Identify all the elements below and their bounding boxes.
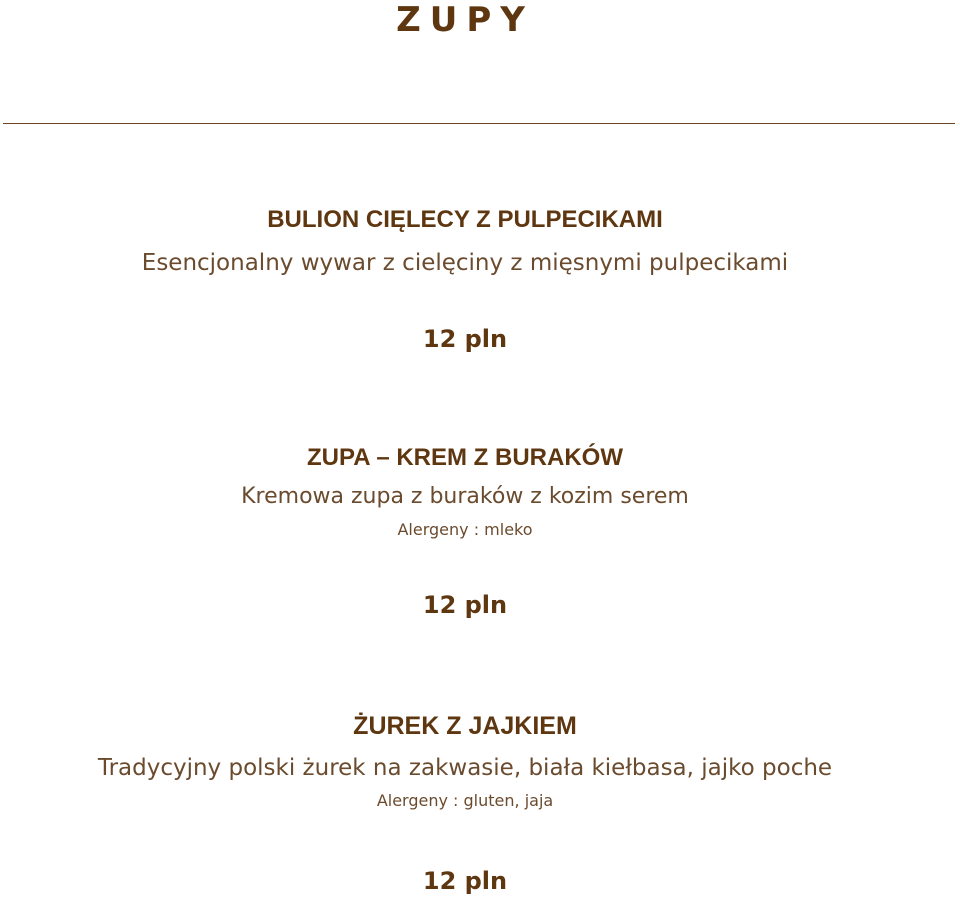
dish-price: 12 pln	[422, 867, 508, 895]
dish-name: ZUPA – KREM Z BURAKÓW	[307, 444, 623, 471]
dish-name: BULION CIĘLECY Z PULPECIKAMI	[267, 206, 663, 233]
dish-price: 12 pln	[422, 325, 508, 353]
dish-price: 12 pln	[422, 591, 508, 619]
title-divider	[3, 123, 955, 124]
dish-allergens: Alergeny : mleko	[397, 520, 533, 539]
dish-name: ŻUREK Z JAJKIEM	[353, 712, 577, 740]
section-title: ZUPY	[396, 0, 534, 40]
dish-description: Tradycyjny polski żurek na zakwasie, biała kiełbasa, jajko poche	[97, 755, 833, 781]
dish-description: Kremowa zupa z buraków z kozim serem	[241, 484, 689, 509]
dish-allergens: Alergeny : gluten, jaja	[376, 791, 554, 810]
dish-description: Esencjonalny wywar z cielęciny z mięsnymi pulpecikami	[141, 250, 789, 276]
